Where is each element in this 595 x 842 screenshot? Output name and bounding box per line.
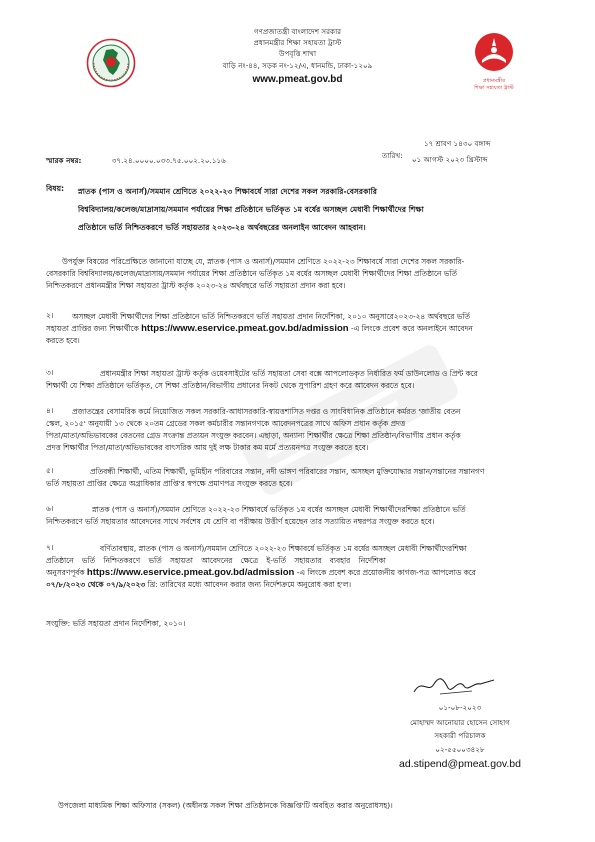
memo-value: ৩৭.২৪.০০০০.০৩৩.৭৫.০০২.২০.১১৬ — [111, 156, 226, 165]
application-dates: ০৭/৮/২০২৩ থেকে ০৭/৯/২০২৩ — [46, 580, 146, 589]
paragraph-3 — [46, 368, 552, 392]
paragraph-6-line-1: স্নাতক (পাস ও অনার্স)/সমমান শ্রেণিতে ২০২২-২৩ শিক্ষাবর্ষে ভর্তিকৃত ১ম বর্ষের অসচ্ছল মেধাবী শিক্ষার্থীদেরশিক্ষা প্রতিষ্ঠানে ভর্তি — [92, 505, 466, 514]
subject-label: বিষয়: — [46, 184, 65, 193]
trust-logo-icon — [466, 30, 522, 74]
paragraph-2-text-pre: সহায়তা প্রাপ্তির জন্য শিক্ষার্থীকে — [46, 324, 139, 333]
paragraph-4-line-4: প্রদত্ত শিক্ষার্থীর পিতা/মাতা/অভিভাবকের বাৎসরিক আয় দুই লক্ষ টাকার কম মর্মে প্রত্যয়নপত্র সংযুক্ত করতে হবে। — [46, 443, 369, 452]
subject-line-1: স্নাতক (পাস ও অনার্স)/সমমান শ্রেণিতে ২০২২-২৩ শিক্ষাবর্ষে সারা দেশের সকল সরকারি-বেসরকারি — [78, 187, 377, 196]
signature-date: ০১-০৮-২০২৩ — [438, 703, 482, 712]
attachment-note: সংযুক্তি: ভর্তি সহায়তা প্রদান নির্দেশিকা, ২০১০। — [46, 619, 186, 628]
paragraph-2-number: ২। — [46, 311, 54, 320]
paragraph-2-line-1: অসচ্ছল মেধাবী শিক্ষার্থীদের শিক্ষা প্রতিষ্ঠানে ভর্তি নিশ্চিতকরণে ভর্তি সহায়তা প্রদান নির্দেশিকা, ২০১০ অনুসারে২০২৩-২৪ অর্থবছরে ভর্তি — [72, 312, 470, 321]
date-label: তারিখ: — [382, 151, 403, 160]
signatory-name: মোহাম্মদ আনোয়ার হোসেন সোহাগ — [410, 718, 510, 727]
paragraph-7-line-3 — [46, 567, 552, 579]
paragraph-7-line-2: প্রতিষ্ঠানে ভর্তি নিশ্চিতকরণে ভর্তি সহায়তা আবেদনের ক্ষেত্রে ই-ভর্তি সহায়তার ব্যবহার নির্দেশিকা — [46, 556, 386, 565]
paragraph-3-line-2: শিক্ষার্থী যে শিক্ষা প্রতিষ্ঠানে ভর্তিকৃত, সে শিক্ষা প্রতিষ্ঠান/বিভাগীয় প্রধানের নিকট থেকে সুপারিশ গ্রহণ করে আবেদন করতে হবে। — [46, 381, 415, 390]
paragraph-4 — [46, 406, 552, 454]
english-date: ০১ আগস্ট ২০২৩ খ্রিস্টাব্দ — [412, 155, 488, 164]
recipient-line: উপজেলা মাধ্যমিক শিক্ষা অফিসার (সকল) (অধীনস্ত সকল শিক্ষা প্রতিষ্ঠানকে বিজ্ঞপ্তি'টি অবহিত করার অনুরোধসহ)। — [58, 801, 393, 810]
paragraph-5 — [46, 466, 552, 490]
paragraph-7-text-post: -এ লিংকে প্রবেশ করে প্রয়োজনীয় কাগজ-পত্র আপলোড করে — [296, 568, 476, 577]
paragraph-6-line-2: নিশ্চিতকরণে ভর্তি সহায়তার আবেদনের সাথে সর্বশেষ যে শ্রেণি বা পরীক্ষায় উত্তীর্ণ হয়েছেন তার সত্যায়িত নম্বরপত্র সংযুক্ত করতে হবে। — [46, 517, 435, 526]
intro-paragraph — [46, 256, 552, 292]
paragraph-7-number: ৭। — [46, 543, 54, 552]
paragraph-5-line-2: ভর্তি সহায়তা প্রাপ্তির ক্ষেত্রে অগ্রাধিকার প্রাপ্তি'র স্বপক্ষে প্রমাণপত্র সংযুক্ত করতে হবে। — [46, 479, 293, 488]
paragraph-5-line-1: প্রতিবন্ধী শিক্ষার্থী, এতিম শিক্ষার্থী, ভূমিহীন পরিবারের সন্তান, নদী ভাঙ্গণ পরিবারের সন্তান, অসচ্ছল মুক্তিযোদ্ধার সন্তান/সন্তানের সন্তানগণ — [90, 467, 485, 476]
header-address: বাড়ি নং-৪৪, সড়ক নং-১২/এ, ধানমন্ডি, ঢাকা-১২০৯ — [222, 61, 373, 70]
paragraph-7-line-1: বর্ণিতাবস্থায়, স্নাতক (পাস ও অনার্স)/সমমান শ্রেণিতে ২০২২-২৩ শিক্ষাবর্ষে ভর্তিকৃত ১ম বর্ষের অসচ্ছল মেধাবী শিক্ষার্থীদেরশিক্ষা — [100, 544, 467, 553]
paragraph-2-text-post: -এ লিংকে প্রবেশ করে অনলাইনে আবেদন — [350, 324, 473, 333]
subject-text — [78, 183, 558, 237]
memo-label: স্মারক নম্বর: — [46, 156, 82, 165]
paragraph-7-line-4 — [46, 579, 552, 591]
paragraph-2 — [46, 311, 552, 347]
paragraph-3-line-1: প্রধানমন্ত্রীর শিক্ষা সহায়তা ট্রাস্ট কর্তৃক ওয়েবসাইটের ভর্তি সহায়তা সেবা বক্সে আপলোডকৃত নির্ধারিত ফর্ম ডাউনলোড ও প্রিন্ট করে — [100, 369, 478, 378]
paragraph-7-text-end: খ্রি: তারিখের মধ্যে আবেদন করার জন্য নির্দেশক্রমে অনুরোধ করা হ'ল। — [147, 580, 352, 589]
trust-logo-text-1: প্রধানমন্ত্রীর — [482, 78, 506, 84]
bangla-date: ১৭ শ্রাবণ ১৪৩০ বঙ্গাব্দ — [424, 139, 491, 148]
paragraph-4-line-2: স্কেল, ২০১৫' অনুযায়ী ১৩ থেকে ২০তম গ্রেডের সকল কর্মচারীর সন্তানগণকে আবেদনপত্রের সাথে অফিস প্রধান কর্তৃক প্রদত্ত — [46, 419, 406, 428]
paragraph-4-line-1: প্রজাতন্ত্রের বেসামরিক কর্মে নিয়োজিত সকল সরকারি-আধাসরকারি-স্বায়ত্তশাসিত দপ্তর ও সাংবিধানিক প্রতিষ্ঠানে কর্মরত 'জাতীয় বেতন — [72, 407, 461, 416]
paragraph-4-line-3: পিতা/মাতা/অভিভাবকের বেতনের গ্রেড সংক্রান্ত প্রত্যয়ন সংযুক্ত করবেন। এছাড়া, অন্যান্য শিক্ষার্থীর ক্ষেত্রে শিক্ষা প্রতিষ্ঠান/বিভাগীয় প্রধান কর্তৃক — [46, 431, 461, 440]
signatory-email[interactable]: ad.stipend@pmeat.gov.bd — [399, 758, 521, 770]
header-trust-name: প্রধানমন্ত্রীর শিক্ষা সহায়তা ট্রাস্ট — [253, 38, 342, 47]
paragraph-3-number: ৩। — [46, 368, 54, 377]
header-website[interactable]: www.pmeat.gov.bd — [252, 74, 343, 85]
memo-number — [46, 156, 226, 166]
paragraph-5-number: ৫। — [46, 466, 54, 475]
signatory-phone: ০২-৫৫০০৩৪২৮ — [435, 745, 485, 754]
paragraph-2-line-3: করতে হবে। — [46, 336, 80, 345]
admission-link[interactable]: https://www.eservice.pmeat.gov.bd/admission — [141, 323, 349, 334]
trust-logo — [466, 30, 522, 90]
intro-line-3: নিশ্চিতকরণে প্রধানমন্ত্রীর শিক্ষা সহায়তা ট্রাস্ট কর্তৃক ২০২৩-২৪ অর্থবছরে ভর্তি সহায়তা প্রদান করা হবে। — [46, 281, 346, 290]
paragraph-6-number: ৬। — [46, 504, 54, 513]
intro-line-2: বেসরকারি বিশ্ববিদ্যালয়/কলেজ/মাদ্রাসায়/সমমান পর্যায়ের শিক্ষা প্রতিষ্ঠানে ভর্তিকৃত ১ম বর্ষের অসচ্ছল মেধাবী শিক্ষার্থীদের শিক্ষা প্রতিষ্ঠানে ভর্তি — [46, 269, 457, 278]
header-government: গণপ্রজাতন্ত্রী বাংলাদেশ সরকার — [253, 27, 342, 36]
paragraph-2-line-2 — [46, 323, 552, 335]
paragraph-7 — [46, 543, 552, 591]
trust-logo-text-2: শিক্ষা সহায়তা ট্রাস্ট — [474, 84, 514, 91]
header-section: উপবৃত্তি শাখা — [278, 49, 317, 58]
paragraph-4-number: ৪। — [46, 406, 54, 415]
subject-line-3: প্রতিষ্ঠানে ভর্তি নিশ্চিতকরণে ভর্তি সহায়তার ২০২৩-২৪ অর্থবছরের অনলাইন আবেদন আহবান। — [78, 223, 366, 232]
subject-line-2: বিশ্ববিদ্যালয়/কলেজ/মাদ্রাসায়/সমমান পর্যায়ের শিক্ষা প্রতিষ্ঠানে ভর্তিকৃত ১ম বর্ষের অসচ্ছল মেধাবী শিক্ষার্থীদের শিক্ষা — [78, 205, 424, 214]
paragraph-7-text-pre: অনুসরণপূর্বক — [46, 568, 85, 577]
admission-link-2[interactable]: https://www.eservice.pmeat.gov.bd/admission — [86, 567, 295, 578]
intro-line-1: উপর্যুক্ত বিষয়ের পরিপ্রেক্ষিতে জানানো যাচ্ছে যে, স্নাতক (পাস ও অনার্স)/সমমান শ্রেণিতে ২০২২-২৩ শিক্ষাবর্ষে সারা দেশের সকল সরকারি- — [62, 257, 465, 266]
paragraph-6 — [46, 504, 552, 528]
signatory-designation: সহকারী পরিচালক — [434, 731, 486, 740]
signature-icon — [410, 672, 500, 698]
